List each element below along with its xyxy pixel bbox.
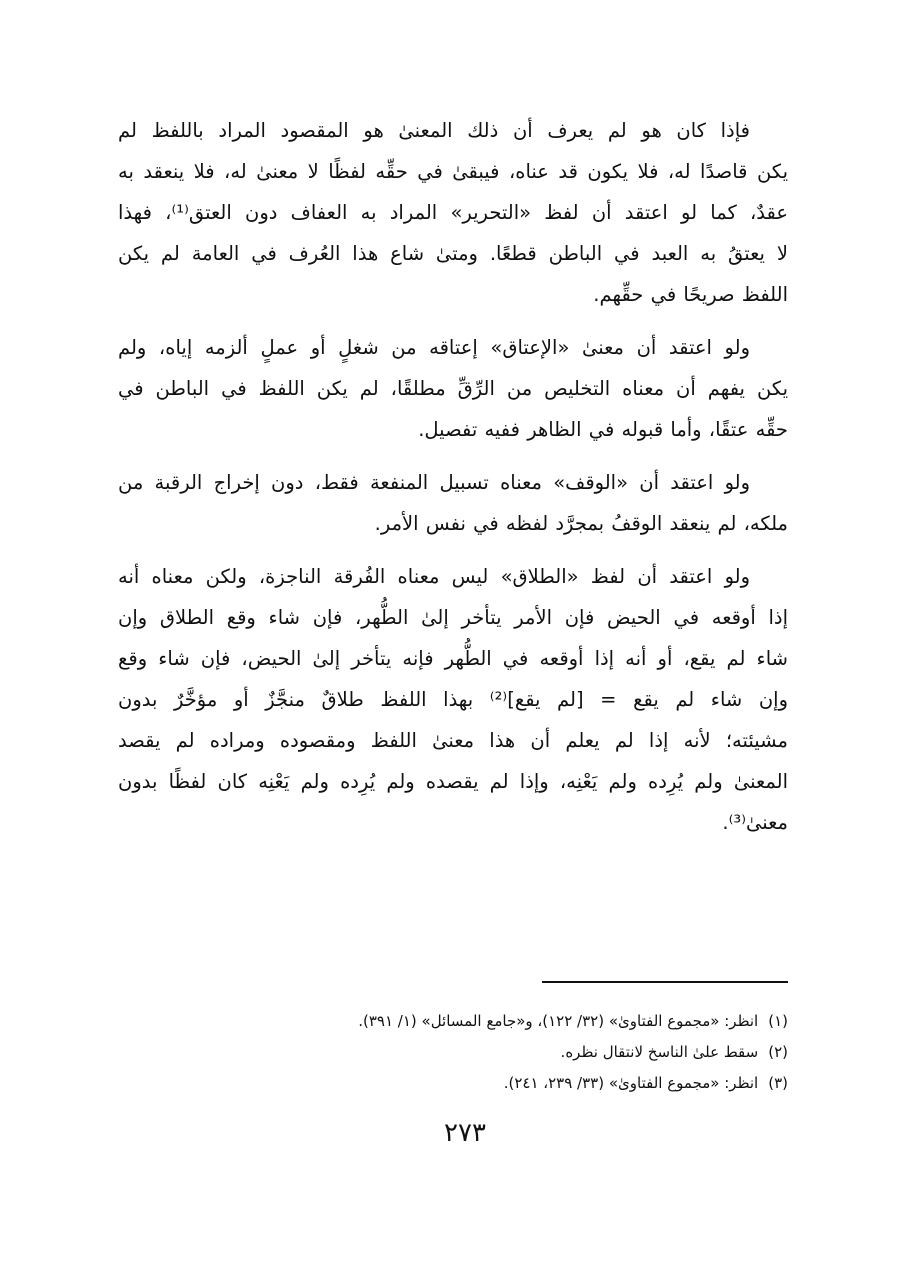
- footnote-number: (١): [768, 1012, 788, 1030]
- footnote-number: (٢): [768, 1043, 788, 1061]
- text-line: وإن شاء لم يقع = [لم يقع]⁽²⁾ بهذا اللفظ طلاقٌ منجَّزٌ أو مؤخَّرٌ بدون: [118, 688, 788, 711]
- text-line: ولو اعتقد أن معنىٰ «الإعتاق» إعتاقه من شغلٍ أو عملٍ ألزمه إياه، ولم: [118, 336, 750, 359]
- text-line: إذا أوقعه في الحيض فإن الأمر يتأخر إلىٰ الطُّهر، فإن شاء وقع الطلاق وإن: [118, 606, 788, 629]
- footnotes: [300, 1006, 788, 1099]
- paragraph-1: [118, 110, 788, 315]
- text-line: شاء لم يقع، أو أنه إذا أوقعه في الطُّهر فإنه يتأخر إلىٰ الحيض، فإن شاء وقع: [118, 647, 788, 670]
- footnote-2: [300, 1037, 788, 1068]
- footnote-text: سقط علىٰ الناسخ لانتقال نظره.: [560, 1043, 759, 1061]
- footnote-3: [300, 1068, 788, 1099]
- page-number: ٢٧٣: [444, 1118, 486, 1148]
- text-line: ولو اعتقد أن «الوقف» معناه تسبيل المنفعة فقط، دون إخراج الرقبة من: [118, 471, 750, 494]
- text-line: ولو اعتقد أن لفظ «الطلاق» ليس معناه الفُرقة الناجزة، ولكن معناه أنه: [118, 565, 750, 588]
- footnote-separator: [542, 981, 788, 983]
- footnote-text: انظر: «مجموع الفتاوىٰ» (٣٣/ ٢٣٩، ٢٤١).: [503, 1074, 759, 1092]
- main-text: [118, 110, 788, 855]
- text-line: حقِّه عتقًا، وأما قبوله في الظاهر ففيه تفصيل.: [418, 418, 788, 441]
- text-line: مشيئته؛ لأنه إذا لم يعلم أن هذا معنىٰ اللفظ ومقصوده ومراده لم يقصد: [118, 729, 788, 752]
- paragraph-4: [118, 556, 788, 843]
- paragraph-3: [118, 462, 788, 544]
- text-line: اللفظ صريحًا في حقِّهم.: [593, 283, 788, 306]
- text-line: ملكه، لم ينعقد الوقفُ بمجرَّد لفظه في نفس الأمر.: [374, 512, 788, 535]
- text-line: يكن يفهم أن معناه التخليص من الرِّقِّ مطلقًا، لم يكن اللفظ في الباطن في: [118, 377, 788, 400]
- text-line: معنىٰ⁽³⁾.: [722, 811, 788, 834]
- text-line: لا يعتقُ به العبد في الباطن قطعًا. ومتىٰ شاع هذا العُرف في العامة لم يكن: [118, 242, 788, 265]
- footnote-text: انظر: «مجموع الفتاوىٰ» (٣٢/ ١٢٢)، و«جامع المسائل» (١/ ٣٩١).: [358, 1012, 759, 1030]
- paragraph-2: [118, 327, 788, 450]
- footnote-number: (٣): [768, 1074, 788, 1092]
- text-line: المعنىٰ ولم يُرِده ولم يَعْنِه، وإذا لم يقصده ولم يُرِده ولم يَعْنِه كان لفظًا بدون: [118, 770, 788, 793]
- footnote-1: [300, 1006, 788, 1037]
- text-line: فإذا كان هو لم يعرف أن ذلك المعنىٰ هو المقصود المراد باللفظ لم: [118, 119, 750, 142]
- text-line: عقدٌ، كما لو اعتقد أن لفظ «التحرير» المراد به العفاف دون العتق⁽¹⁾، فهذا: [118, 201, 788, 224]
- text-line: يكن قاصدًا له، فلا يكون قد عناه، فيبقىٰ في حقِّه لفظًا لا معنىٰ له، فلا ينعقد به: [118, 160, 788, 183]
